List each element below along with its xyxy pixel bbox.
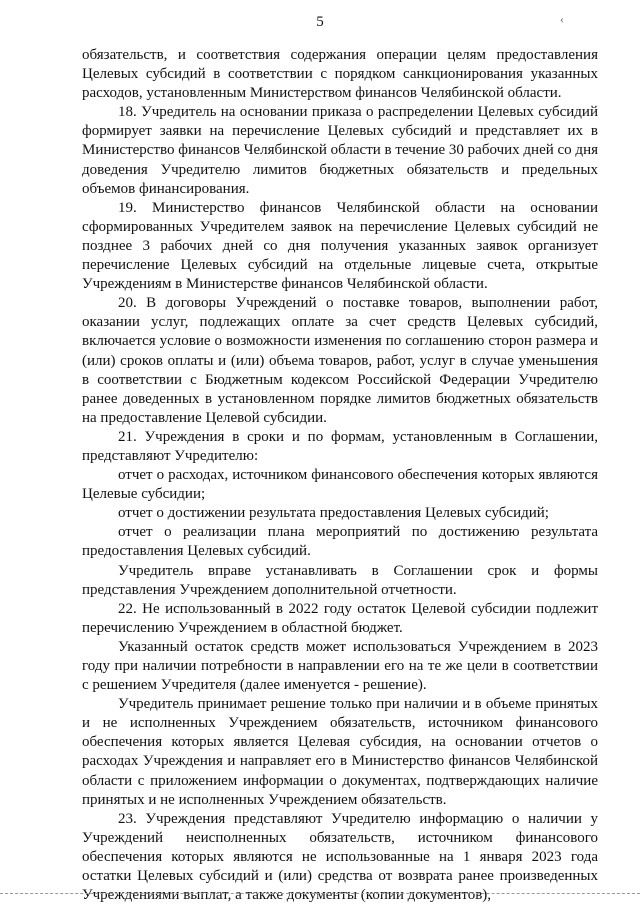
- paragraph-23: 23. Учреждения представляют Учредителю информацию о наличии у Учреждений неисполненных обязательств, источником финансового обеспечения которых являются не использованные на 1 января 2023 года остатки Целевых субсидий и (или) средства от возврата ранее произведенных Учреждениями выплат, а также документы (копии документов),: [82, 810, 598, 904]
- corner-mark: ‹: [560, 12, 564, 26]
- paragraph-21-item-2: отчет о достижении результата предоставления Целевых субсидий;: [118, 505, 549, 522]
- paragraph-19: 19. Министерство финансов Челябинской области на основании сформированных Учредителем заявок на перечисление Целевых субсидий не позднее 3 рабочих дней со дня получения указанных заявок организует перечисление Целевых субсидий на отдельные лицевые счета, открытые Учреждениям в Министерстве финансов Челябинской области.: [82, 199, 598, 293]
- document-body: [82, 46, 598, 905]
- paragraph-20: 20. В договоры Учреждений о поставке товаров, выполнении работ, оказании услуг, подлежащих оплате за счет средств Целевых субсидий, включается условие о возможности изменения по соглашению сторон размера и (или) сроков оплаты и (или) объема товаров, работ, услуг в случае уменьшения в соответствии с Бюджетным кодексом Российской Федерации Учредителю ранее доведенных в установленном порядке лимитов бюджетных обязательств на предоставление Целевой субсидии.: [82, 295, 598, 426]
- paragraph-22: 22. Не использованный в 2022 году остаток Целевой субсидии подлежит перечислению Учреждением в областной бюджет.: [82, 600, 598, 636]
- paragraph-21-note: Учредитель вправе устанавливать в Соглашении срок и формы представления Учреждением дополнительной отчетности.: [82, 562, 598, 598]
- paragraph-21-item-1: отчет о расходах, источником финансового обеспечения которых являются Целевые субсидии;: [82, 467, 598, 503]
- footer-rule: [0, 893, 640, 894]
- paragraph-22-remainder: Указанный остаток средств может использоваться Учреждением в 2023 году при наличии потребности в направлении его на те же цели в соответствии с решением Учредителя (далее именуется - решение).: [82, 638, 598, 694]
- paragraph-21-item-3: отчет о реализации плана мероприятий по достижению результата предоставления Целевых субсидий.: [82, 524, 598, 560]
- page-number: 5: [316, 14, 324, 30]
- paragraph-18: 18. Учредитель на основании приказа о распределении Целевых субсидий формирует заявки на перечисление Целевых субсидий и представляет их в Министерство финансов Челябинской области в течение 30 рабочих дней со дня доведения Учредителю лимитов бюджетных обязательств и предельных объемов финансирования.: [82, 104, 598, 197]
- paragraph-continuation: обязательств, и соответствия содержания операции целям предоставления Целевых субсидий в соответствии с порядком санкционирования указанных расходов, установленным Министерством финансов Челябинской области.: [82, 47, 598, 102]
- paragraph-22-decision: Учредитель принимает решение только при наличии и в объеме принятых и не исполненных Учреждением обязательств, источником финансового обеспечения которых является Целевая субсидия, на основании отчетов о расходах Учреждения и направляет его в Министерство финансов Челябинской области с приложением информации о документах, подтверждающих наличие принятых и не исполненных Учреждением обязательств.: [82, 696, 598, 808]
- paragraph-21: 21. Учреждения в сроки и по формам, установленным в Соглашении, представляют Учредителю:: [82, 428, 598, 464]
